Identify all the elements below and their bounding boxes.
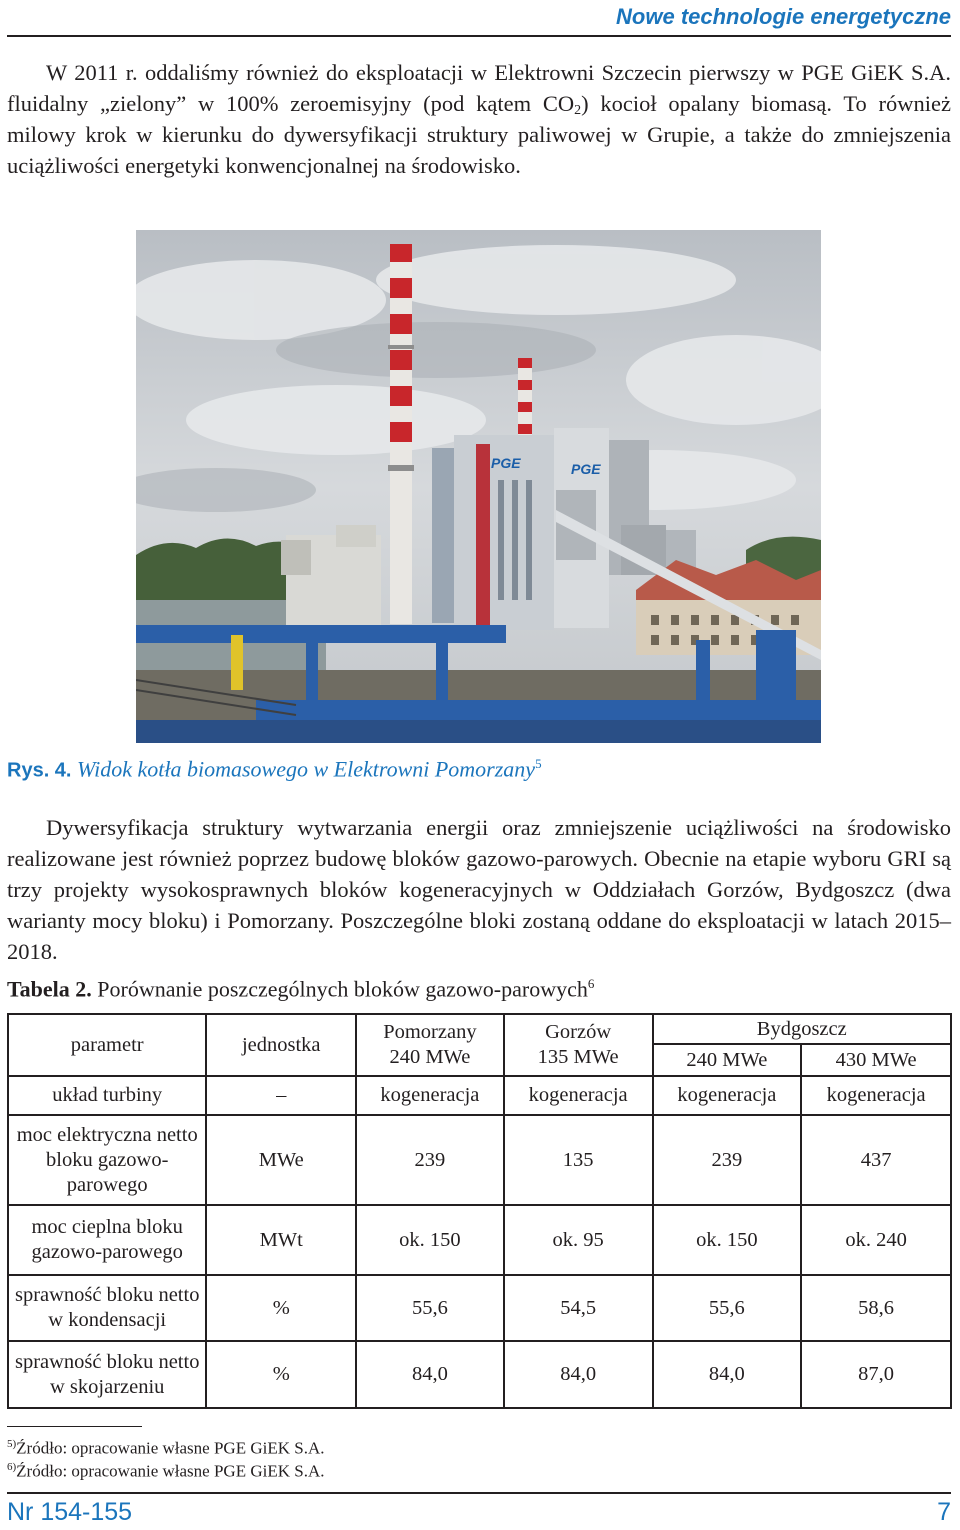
paragraph2-text: Dywersyfikacja struktury wytwarzania energii oraz zmniejszenie uciążliwości na środowisko realizowane jest również poprzez budowę bloków gazowo-parowych. Obecnie na etapie wyboru GRI są trzy projekty wysokosprawnych bloków kogeneracyjnych w Oddziałach Gorzów, Bydgoszcz (dwa warianty mocy bloku) i Pomorzany. Poszczególne bloki zostaną oddane do eksploatacji w latach 2015–2018. — [7, 815, 951, 964]
row-unit: % — [206, 1275, 356, 1341]
row-value: 55,6 — [356, 1275, 504, 1341]
footnote-number: 5) — [7, 1438, 17, 1450]
gorzow-name: Gorzów — [545, 1021, 612, 1043]
header-parametr: parametr — [8, 1014, 206, 1076]
row-value: 437 — [801, 1115, 951, 1205]
figure-label: Rys. 4. — [7, 759, 72, 782]
table-title — [7, 976, 594, 1002]
paragraph1-text-b: ) kocioł opalany biomasą. To również milowy krok w kierunku do dywersyfikacji struktury paliwowej w Grupie, a także do zmniejszenia uciążliwości energetyki konwencjonalnej na środowisko. — [7, 91, 951, 178]
row-value: 239 — [653, 1115, 802, 1205]
row-param: moc cieplna bloku gazowo-parowego — [8, 1205, 206, 1275]
paragraph-biomass-boiler — [7, 57, 951, 181]
pge-logo-1: PGE — [491, 455, 521, 471]
row-value: 54,5 — [504, 1275, 653, 1341]
figure-footnote-ref: 5 — [535, 756, 542, 771]
tall-chimney — [388, 244, 414, 624]
header-jednostka: jednostka — [206, 1014, 356, 1076]
pomorzany-name: Pomorzany — [383, 1021, 477, 1043]
row-value: 84,0 — [653, 1341, 802, 1408]
row-param: układ turbiny — [8, 1076, 206, 1115]
row-value: 55,6 — [653, 1275, 802, 1341]
paragraph1-text-a: W 2011 r. oddaliśmy również do eksploatacji w Elektrowni Szczecin pierwszy w PGE GiEK S.A. fluidalny „zielony” w 100% zeroemisyjny (pod kątem CO — [7, 60, 951, 116]
row-unit: MWt — [206, 1205, 356, 1275]
row-value: ok. 150 — [653, 1205, 802, 1275]
table-header-row — [8, 1014, 951, 1044]
co2-subscript: 2 — [574, 103, 582, 118]
header-rule — [7, 35, 951, 37]
row-value: kogeneracja — [504, 1076, 653, 1115]
row-value: 135 — [504, 1115, 653, 1205]
gorzow-power: 135 MWe — [537, 1046, 619, 1068]
row-value: kogeneracja — [653, 1076, 802, 1115]
pge-logo-2: PGE — [571, 461, 601, 477]
row-value: kogeneracja — [356, 1076, 504, 1115]
header-bydgoszcz-240: 240 MWe — [653, 1044, 802, 1076]
table-row — [8, 1205, 951, 1275]
figure-caption — [7, 756, 542, 782]
pomorzany-power: 240 MWe — [389, 1046, 471, 1068]
row-unit: – — [206, 1076, 356, 1115]
header-bydgoszcz: Bydgoszcz — [653, 1014, 952, 1044]
table-row — [8, 1341, 951, 1408]
footnote-text: Źródło: opracowanie własne PGE GiEK S.A. — [16, 1438, 325, 1458]
row-param: sprawność bloku netto w kondensacji — [8, 1275, 206, 1341]
row-param: sprawność bloku netto w skojarzeniu — [8, 1341, 206, 1408]
row-unit: % — [206, 1341, 356, 1408]
header-gorzow — [504, 1014, 653, 1076]
table-row — [8, 1076, 951, 1115]
table-label: Tabela 2. — [7, 976, 92, 1002]
table-title-text: Porównanie poszczególnych bloków gazowo-parowych — [97, 976, 588, 1002]
header-bydgoszcz-430: 430 MWe — [801, 1044, 951, 1076]
power-plant-photo — [136, 230, 821, 743]
footnote-6 — [7, 1461, 324, 1482]
row-value: 84,0 — [504, 1341, 653, 1408]
row-unit: MWe — [206, 1115, 356, 1205]
issue-number: Nr 154-155 — [7, 1498, 133, 1526]
row-value: 58,6 — [801, 1275, 951, 1341]
table-row — [8, 1275, 951, 1341]
comparison-table — [7, 1013, 952, 1409]
footnote-5 — [7, 1438, 324, 1459]
row-value: ok. 150 — [356, 1205, 504, 1275]
table-footnote-ref: 6 — [587, 976, 595, 991]
running-header: Nowe technologie energetyczne — [616, 4, 951, 29]
page-number: 7 — [937, 1498, 951, 1526]
footer-rule — [7, 1492, 951, 1494]
row-value: ok. 95 — [504, 1205, 653, 1275]
row-value: kogeneracja — [801, 1076, 951, 1115]
row-value: ok. 240 — [801, 1205, 951, 1275]
table-row — [8, 1115, 951, 1205]
figure-caption-text: Widok kotła biomasowego w Elektrowni Pomorzany — [76, 756, 536, 782]
paragraph-diversification — [7, 812, 951, 967]
row-param: moc elektryczna netto bloku gazowo-parowego — [8, 1115, 206, 1205]
header-pomorzany — [356, 1014, 504, 1076]
row-value: 84,0 — [356, 1341, 504, 1408]
footnote-number: 6) — [7, 1461, 17, 1473]
footnote-text: Źródło: opracowanie własne PGE GiEK S.A. — [16, 1461, 325, 1481]
row-value: 239 — [356, 1115, 504, 1205]
row-value: 87,0 — [801, 1341, 951, 1408]
footnote-rule — [7, 1426, 142, 1427]
